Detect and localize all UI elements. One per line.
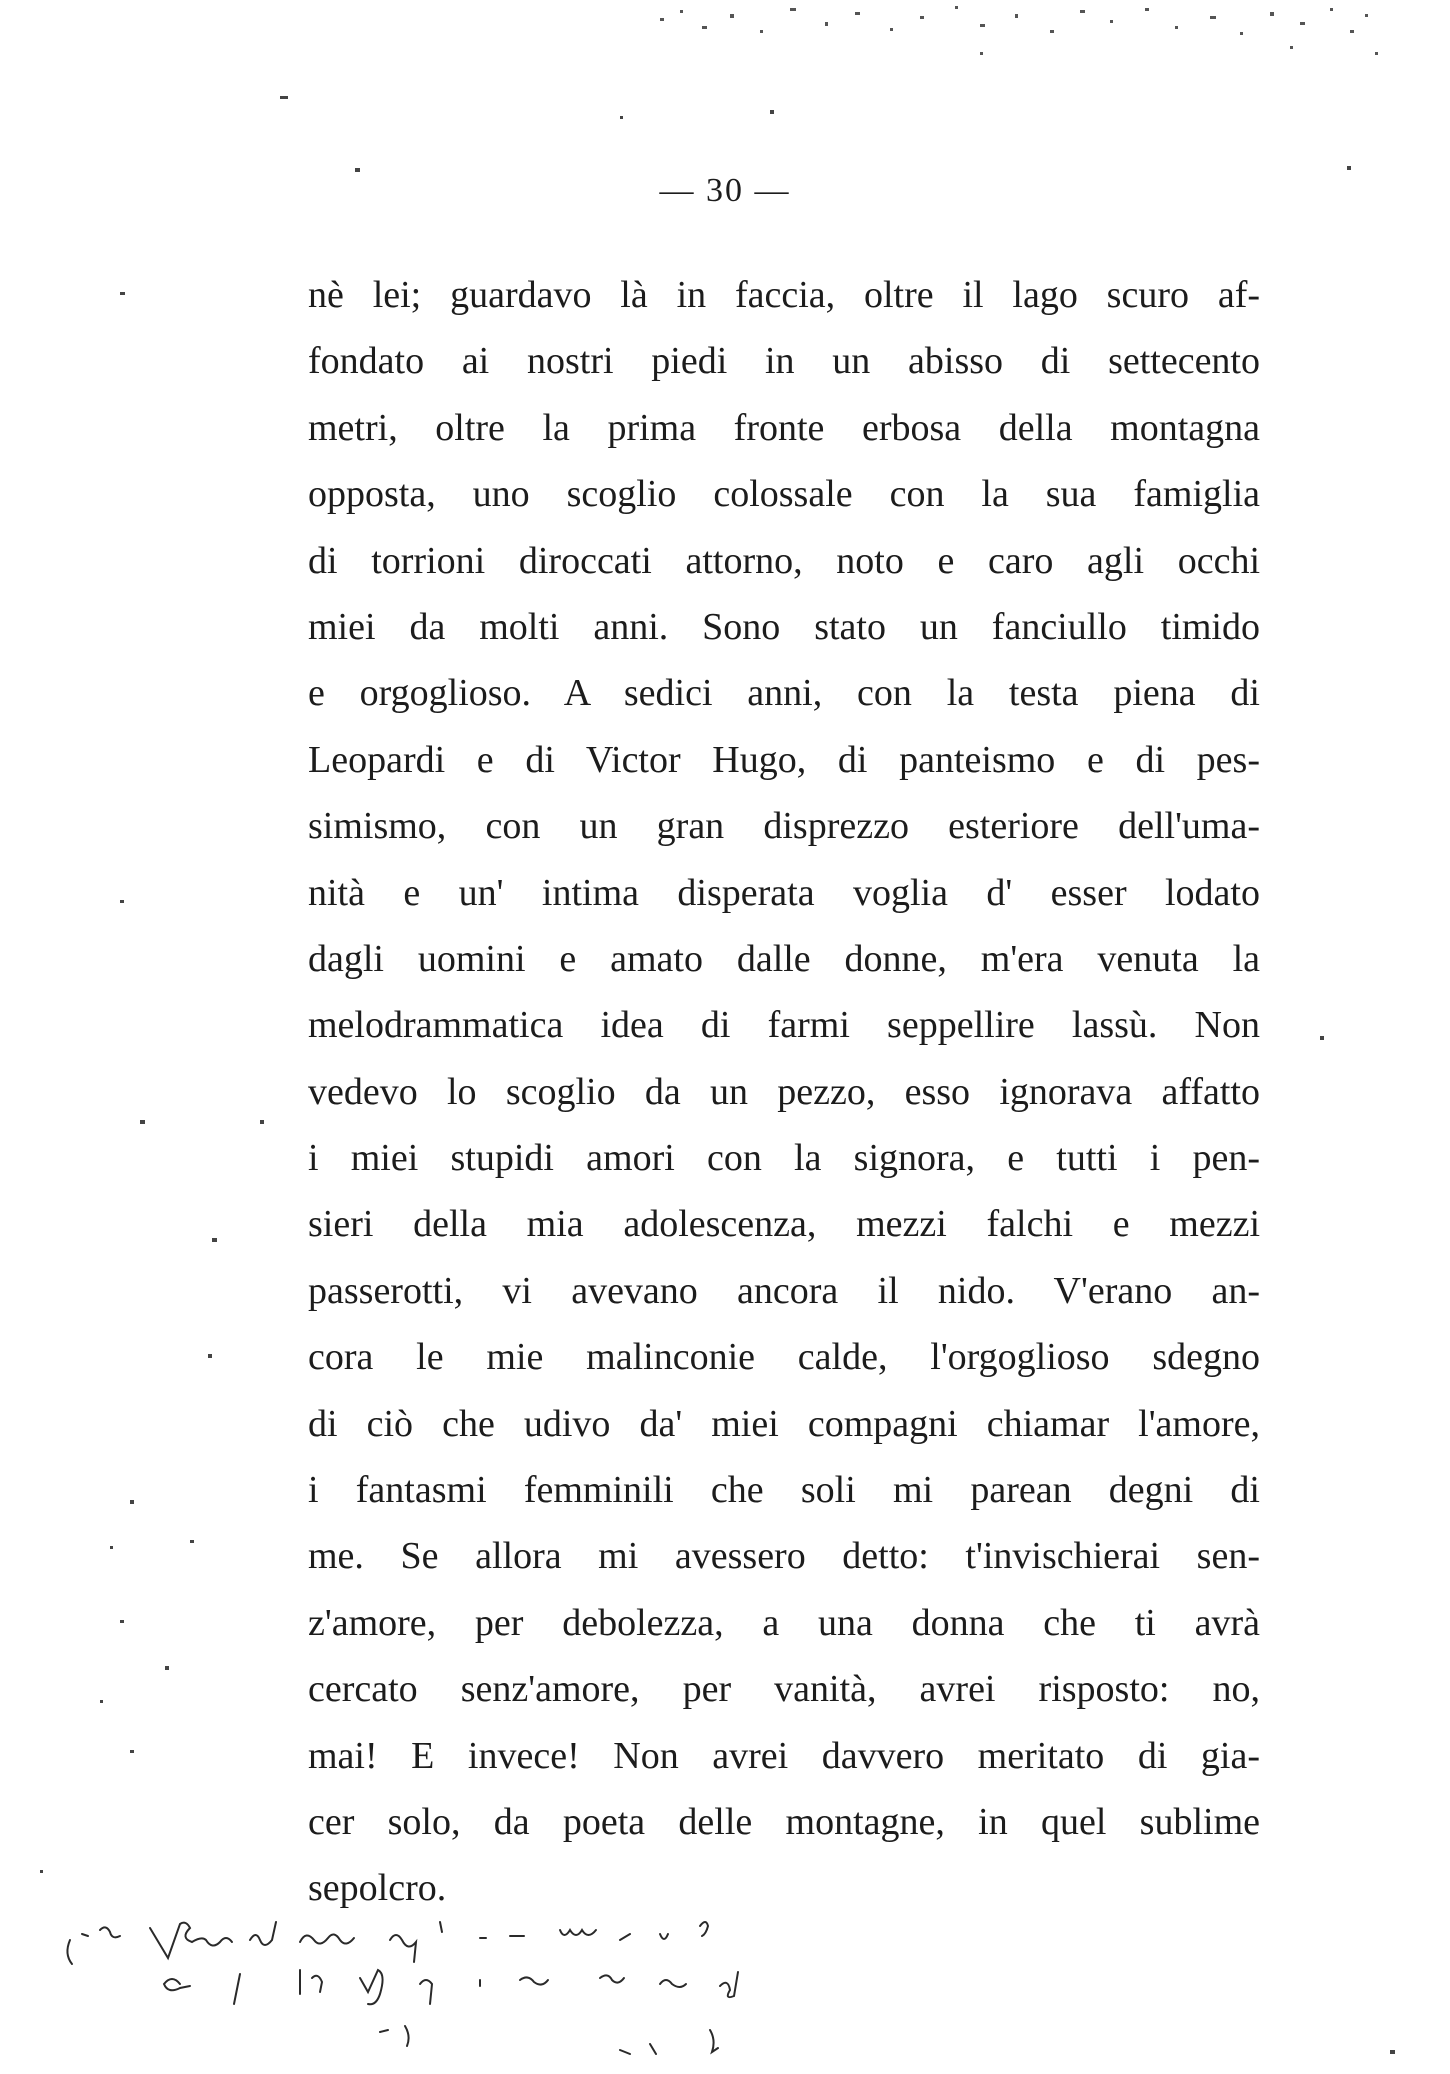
text-line: sepolcro. — [308, 1867, 447, 1910]
text-line: nè lei; guardavo là in faccia, oltre il lago scuro af- — [308, 274, 1260, 316]
page-number: — 30 — — [659, 172, 791, 209]
scan-noise-top — [650, 0, 1390, 90]
text-line: Leopardi e di Victor Hugo, di panteismo e di pes- — [308, 738, 1260, 781]
text-line: di torrioni diroccati attorno, noto e caro agli occhi — [308, 539, 1260, 582]
text-line: metri, oltre la prima fronte erbosa della montagna — [308, 406, 1260, 449]
text-line: vedevo lo scoglio da un pezzo, esso ignorava affatto — [308, 1070, 1260, 1113]
text-line: mai! E invece! Non avrei davvero meritato di gia- — [308, 1734, 1260, 1777]
text-line: opposta, uno scoglio colossale con la sua famiglia — [308, 473, 1260, 516]
text-line: di ciò che udivo da' miei compagni chiamar l'amore, — [308, 1402, 1260, 1445]
body-text — [308, 262, 1260, 1922]
handwritten-note — [60, 1900, 1060, 2074]
text-line: i fantasmi femminili che soli mi parean degni di — [308, 1469, 1260, 1512]
text-line: simismo, con un gran disprezzo esteriore dell'uma- — [308, 805, 1260, 848]
text-line: cer solo, da poeta delle montagne, in quel sublime — [308, 1800, 1260, 1843]
text-line: cercato senz'amore, per vanità, avrei risposto: no, — [308, 1668, 1260, 1711]
text-line: z'amore, per debolezza, a una donna che ti avrà — [308, 1601, 1260, 1644]
text-line: me. Se allora mi avessero detto: t'invischierai sen- — [308, 1535, 1260, 1578]
text-line: dagli uomini e amato dalle donne, m'era venuta la — [308, 937, 1260, 980]
text-line: miei da molti anni. Sono stato un fanciullo timido — [308, 605, 1260, 648]
text-line: sieri della mia adolescenza, mezzi falchi e mezzi — [308, 1203, 1260, 1246]
text-line: passerotti, vi avevano ancora il nido. V'erano an- — [308, 1269, 1260, 1312]
text-line: fondato ai nostri piedi in un abisso di settecento — [308, 340, 1260, 383]
text-line: i miei stupidi amori con la signora, e tutti i pen- — [308, 1137, 1260, 1180]
text-line: cora le mie malinconie calde, l'orgoglioso sdegno — [308, 1336, 1260, 1379]
text-line: nità e un' intima disperata voglia d' esser lodato — [308, 871, 1260, 914]
text-line: melodrammatica idea di farmi seppellire lassù. Non — [308, 1004, 1260, 1047]
text-line: e orgoglioso. A sedici anni, con la testa piena di — [308, 672, 1260, 715]
